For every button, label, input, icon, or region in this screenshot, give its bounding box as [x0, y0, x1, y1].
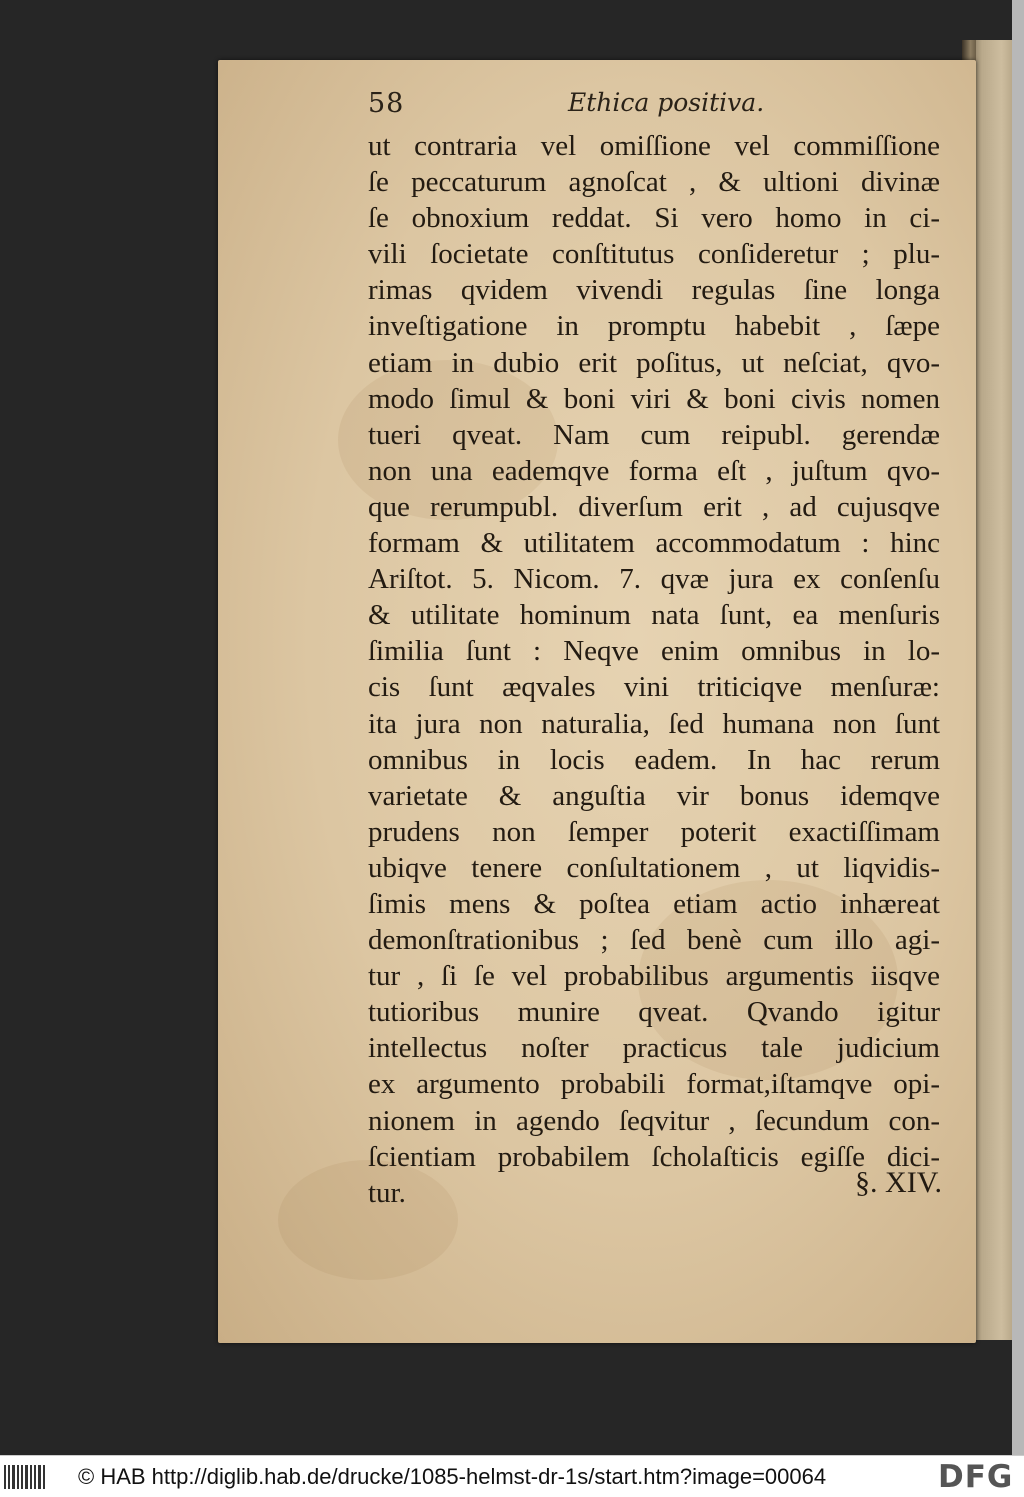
text-line: cis ſunt æqvales vini triticiqve menſuræ:	[368, 671, 940, 704]
scan-edge-strip	[1012, 0, 1024, 1455]
text-line: etiam in dubio erit poſitus, ut neſciat, qvo-	[368, 346, 940, 379]
text-line: rimas qvidem vivendi regulas ſine longa	[368, 274, 940, 307]
text-line: ſimis mens & poſtea etiam actio inhæreat	[368, 887, 940, 920]
body-text	[368, 128, 940, 1211]
text-line: tur , ſi ſe vel probabilibus argumentis iisqve	[368, 960, 940, 993]
text-line: tutioribus munire qveat. Qvando igitur	[368, 996, 940, 1029]
running-head-title: Ethica positiva.	[568, 88, 765, 117]
text-line: varietate & anguſtia vir bonus idemqve	[368, 779, 940, 812]
text-line: modo ſimul & boni viri & boni civis nomen	[368, 382, 940, 415]
barcode-logo-icon	[4, 1465, 46, 1489]
text-line: prudens non ſemper poterit exactiſſimam	[368, 815, 940, 848]
text-line: nionem in agendo ſeqvitur , ſecundum con-	[368, 1104, 940, 1137]
text-line: ita jura non naturalia, ſed humana non ſunt	[368, 707, 940, 740]
text-line: que rerumpubl. diverſum erit , ad cujusqve	[368, 490, 940, 523]
text-line: ubiqve tenere conſultationem , ut liqvidis-	[368, 851, 940, 884]
dfg-logo: DFG	[938, 1459, 1014, 1495]
text-line: tueri qveat. Nam cum reipubl. gerendæ	[368, 418, 940, 451]
text-line: Ariſtot. 5. Nicom. 7. qvæ jura ex conſenſu	[368, 563, 940, 596]
text-line: ut contraria vel omiſſione vel commiſſione	[368, 130, 940, 162]
text-line: & utilitate hominum nata ſunt, ea menſuris	[368, 599, 940, 632]
text-line: vili ſocietate conſtitutus conſideretur ; plu-	[368, 238, 940, 271]
running-head	[368, 82, 948, 124]
footer-credit: © HAB http://diglib.hab.de/drucke/1085-helmst-dr-1s/start.htm?image=00064	[78, 1464, 827, 1489]
page-number: 58	[368, 88, 405, 119]
text-line: ſe peccaturum agnoſcat , & ultioni divinæ	[368, 166, 940, 199]
text-line: omnibus in locis eadem. In hac rerum	[368, 743, 940, 776]
text-line: inveſtigatione in promptu habebit , ſæpe	[368, 310, 940, 343]
text-line: tur.	[368, 1176, 406, 1209]
footer-bar	[0, 1455, 1024, 1497]
text-line: demonſtrationibus ; ſed benè cum illo agi-	[368, 924, 940, 957]
text-line: formam & utilitatem accommodatum : hinc	[368, 527, 940, 560]
text-line: ſe obnoxium reddat. Si vero homo in ci-	[368, 202, 940, 235]
text-line: ſimilia ſunt : Neqve enim omnibus in lo-	[368, 635, 940, 668]
text-line: ex argumento probabili format,iſtamqve opi-	[368, 1068, 940, 1101]
catchword: §. XIV.	[855, 1166, 942, 1199]
text-line: ſcientiam probabilem ſcholaſticis egiſſe dici-	[368, 1140, 940, 1173]
text-line: intellectus noſter practicus tale judicium	[368, 1032, 940, 1065]
text-line: non una eademqve forma eſt , juſtum qvo-	[368, 454, 940, 487]
